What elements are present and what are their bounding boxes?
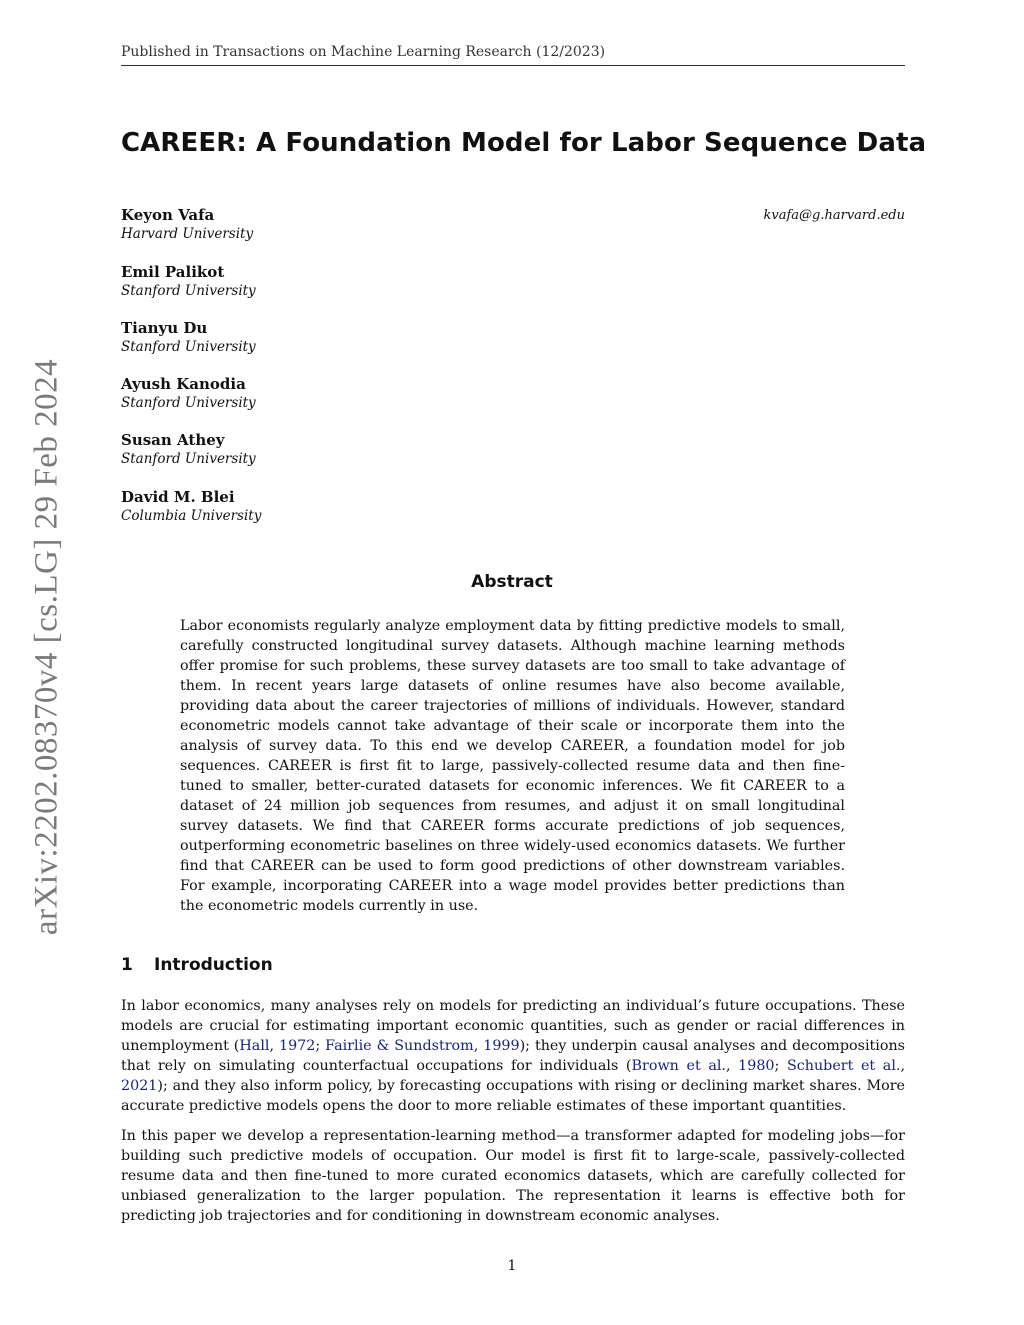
author-email[interactable]: kvafa@g.harvard.edu	[763, 208, 905, 223]
body-text: In labor economics, many analyses rely on models for predicting an individual’s future occupations. These models are crucial for estimating important economic quantities, such as gender or racial differences in unemployment (	[121, 998, 905, 1054]
author-name: Ayush Kanodia	[121, 375, 246, 393]
intro-paragraph-2: In this paper we develop a representation-learning method—a transformer adapted for modeling jobs—for building such predictive models of occupation. Our model is first fit to large-scale, passively-collected resume data and then fine-tuned to more curated economics datasets, which are carefully collected for unbiased generalization to the larger population. The representation it learns is effective both for predicting job trajectories and for conditioning in downstream economic analyses.	[121, 1128, 905, 1224]
citation-link[interactable]: Hall	[239, 1038, 270, 1054]
abstract-heading: Abstract	[471, 572, 553, 592]
section-heading-introduction	[121, 955, 273, 975]
author-affiliation: Harvard University	[121, 226, 254, 242]
author-name: Emil Palikot	[121, 263, 225, 281]
page-number: 1	[507, 1258, 517, 1274]
author-block	[121, 319, 256, 356]
citation-link[interactable]: 1999	[483, 1038, 520, 1054]
citation-separator: ;	[774, 1058, 787, 1074]
intro-paragraph-1	[121, 996, 905, 1116]
citation-link[interactable]: Fairlie & Sundstrom	[325, 1038, 474, 1054]
citation-link[interactable]: 1972	[278, 1038, 316, 1054]
running-header: Published in Transactions on Machine Learning Research (12/2023)	[121, 44, 606, 60]
citation-link[interactable]: 2021	[121, 1078, 158, 1094]
author-affiliation: Stanford University	[121, 283, 256, 299]
author-block	[121, 375, 256, 412]
author-name: Keyon Vafa	[121, 206, 215, 224]
header-rule	[121, 65, 905, 66]
author-block	[121, 263, 256, 300]
author-name: David M. Blei	[121, 488, 235, 506]
body-text: ); and they also inform policy, by forecasting occupations with rising or declining market shares. More accurate predictive models opens the door to more reliable estimates of these important quantities.	[121, 1078, 905, 1114]
author-block	[121, 488, 261, 525]
author-name: Tianyu Du	[121, 319, 208, 337]
citation-separator: ,	[269, 1038, 279, 1054]
author-affiliation: Stanford University	[121, 395, 256, 411]
author-affiliation: Stanford University	[121, 339, 256, 355]
citation-separator: ,	[473, 1038, 484, 1054]
abstract-body: Labor economists regularly analyze employment data by fitting predictive models to small, carefully constructed longitudinal survey datasets. Although machine learning methods offer promise for such problems, these survey datasets are too small to take advantage of them. In recent years large datasets of online resumes have also become available, providing data about the career trajectories of millions of individuals. However, standard econometric models cannot take advantage of their scale or incorporate them into the analysis of survey data. To this end we develop CAREER, a foundation model for job sequences. CAREER is first fit to large, passively-collected resume data and then fine-tuned to smaller, better-curated datasets for economic inferences. We fit CAREER to a dataset of 24 million job sequences from resumes, and adjust it on small longitudinal survey datasets. We find that CAREER forms accurate predictions of job sequences, outperforming econometric baselines on three widely-used economics datasets. We further find that CAREER can be used to form good predictions of other downstream variables. For example, incorporating CAREER into a wage model provides better predictions than the econometric models currently in use.	[180, 618, 845, 914]
section-title: Introduction	[154, 955, 273, 975]
citation-separator: ,	[725, 1058, 739, 1074]
author-name: Susan Athey	[121, 431, 225, 449]
citation-link[interactable]: 1980	[738, 1058, 775, 1074]
citation-separator: ,	[900, 1058, 905, 1074]
body-text: ); they underpin causal analyses and decompositions that rely on simulating counterfactual occupations for individuals (	[121, 1038, 906, 1074]
paper-title: CAREER: A Foundation Model for Labor Sequence Data	[121, 128, 927, 158]
citation-separator: ;	[315, 1038, 326, 1054]
citation-link[interactable]: Brown et al.	[631, 1058, 726, 1074]
arxiv-stamp: arXiv:2202.08370v4 [cs.LG] 29 Feb 2024	[28, 358, 65, 936]
citation-link[interactable]: Schubert et al.	[786, 1058, 901, 1074]
author-block	[121, 431, 256, 468]
author-block	[121, 206, 253, 243]
section-number: 1	[121, 955, 133, 975]
author-affiliation: Columbia University	[121, 508, 262, 524]
author-affiliation: Stanford University	[121, 451, 256, 467]
